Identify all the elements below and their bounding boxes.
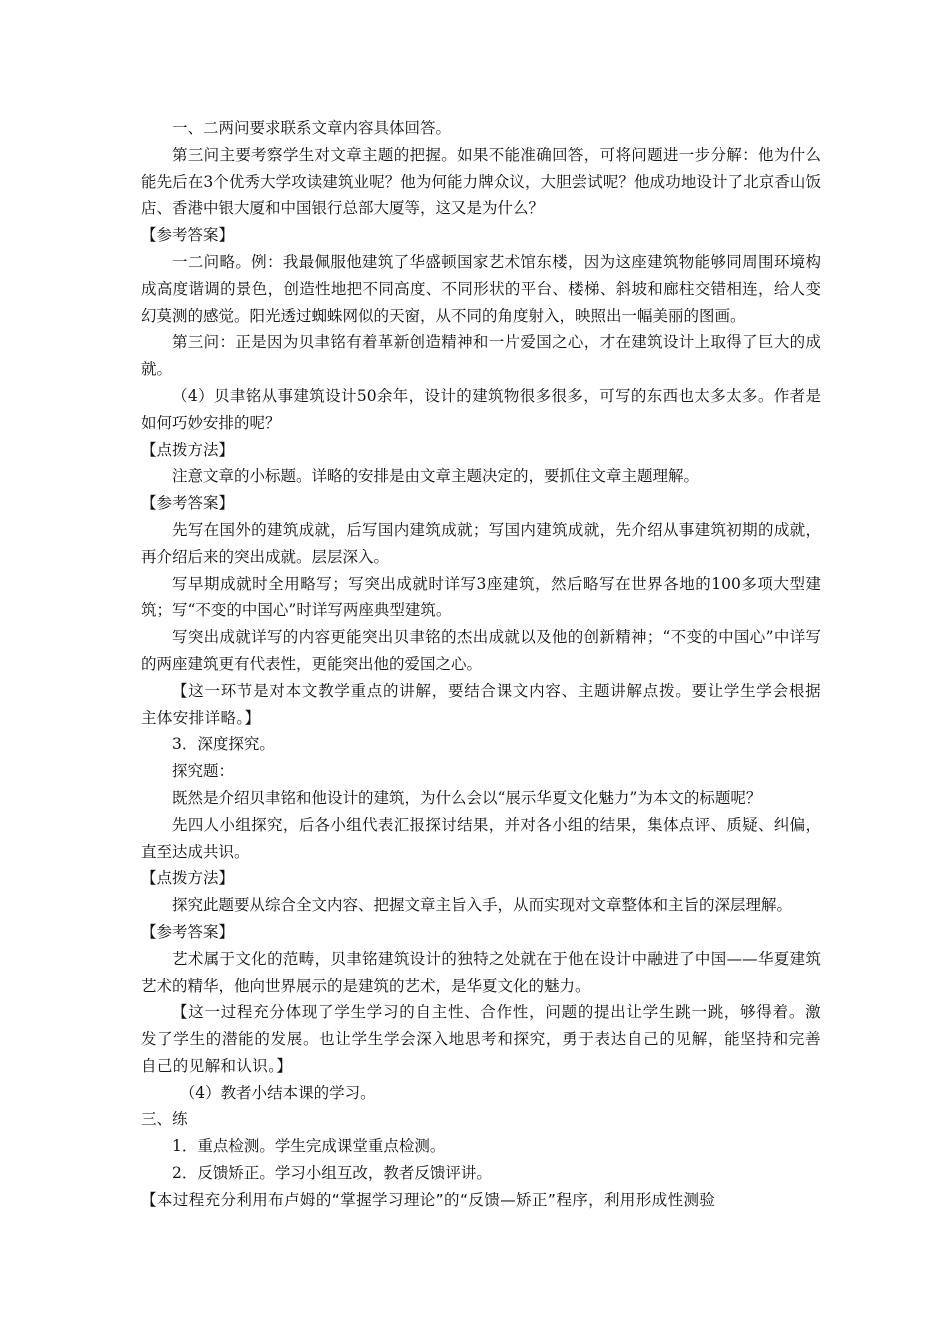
paragraph: 写早期成就时全用略写；写突出成就时详写3座建筑，然后略写在世界各地的100多项大型建筑；写“不变的中国心”时详写两座典型建筑。 [141,574,821,620]
paragraph: 2．反馈矫正。学习小组互改，教者反馈评讲。 [172,1164,492,1183]
paragraph: （4）贝聿铭从事建筑设计50余年，设计的建筑物很多很多，可写的东西也太多太多。作者是如何巧妙安排的呢？ [141,386,821,432]
teaching-note: 【本过程充分利用布卢姆的“掌握学习理论”的“反馈—矫正”程序，利用形成性测验 [141,1190,716,1209]
paragraph: 3．深度探究。 [172,735,275,754]
paragraph: 第三问主要考察学生对文章主题的把握。如果不能准确回答，可将问题进一步分解：他为什么能先后在3个优秀大学攻读建筑业呢？他为何能力牌众议，大胆尝试呢？他成功地设计了北京香山饭店、香港中银大厦和中国银行总部大厦等，这又是为什么？ [141,145,821,218]
teaching-note: 【这一过程充分体现了学生学习的自主性、合作性，问题的提出让学生跳一跳，够得着。激发了学生的潜能的发展。也让学生学会深入地思考和探究，勇于表达自己的见解，能坚持和完善自己的见解和认识。】 [141,1003,821,1075]
paragraph: 写突出成就详写的内容更能突出贝聿铭的杰出成就以及他的创新精神；“不变的中国心”中详写的两座建筑更有代表性，更能突出他的爱国之心。 [141,628,821,673]
paragraph: 第三问：正是因为贝聿铭有着革新创造精神和一片爱国之心，才在建筑设计上取得了巨大的成就。 [141,333,821,379]
document-body [141,115,821,1214]
paragraph: 一二问略。例：我最佩服他建筑了华盛顿国家艺术馆东楼，因为这座建筑物能够同周围环境构成高度谐调的景色，创造性地把不同高度、不同形状的平台、楼梯、斜坡和廊柱交错相连，给人变幻莫测的感觉。阳光透过蜘蛛网似的天窗，从不同的角度射入，映照出一幅美丽的图画。 [141,252,821,325]
paragraph: 1．重点检测。学生完成课堂重点检测。 [172,1137,446,1156]
section-heading-practice: 三、练 [141,1110,188,1129]
section-label-method: 【点拨方法】 [141,869,235,888]
paragraph: 探究此题要从综合全文内容、把握文章主旨入手，从而实现对文章整体和主旨的深层理解。 [172,896,793,915]
paragraph: （4）教者小结本课的学习。 [179,1083,376,1102]
paragraph: 先四人小组探究，后各小组代表汇报探讨结果，并对各小组的结果，集体点评、质疑、纠偏，直至达成共识。 [141,815,821,861]
section-label-reference-answer: 【参考答案】 [141,494,235,513]
teaching-note: 【这一环节是对本文教学重点的讲解，要结合课文内容、主题讲解点拨。要让学生学会根据主体安排详略。】 [141,681,821,727]
paragraph: 探究题： [172,762,235,781]
paragraph: 既然是介绍贝聿铭和他设计的建筑，为什么会以“展示华夏文化魅力”为本文的标题呢？ [172,788,762,807]
paragraph: 一、二两问要求联系文章内容具体回答。 [172,119,452,137]
paragraph: 注意文章的小标题。详略的安排是由文章主题决定的，要抓住文章主题理解。 [172,467,700,486]
section-label-reference-answer: 【参考答案】 [141,226,235,245]
section-label-reference-answer: 【参考答案】 [141,922,235,941]
paragraph: 先写在国外的建筑成就，后写国内建筑成就；写国内建筑成就，先介绍从事建筑初期的成就，再介绍后来的突出成就。层层深入。 [141,520,821,566]
section-label-method: 【点拨方法】 [141,440,235,459]
paragraph: 艺术属于文化的范畴，贝聿铭建筑设计的独特之处就在于他在设计中融进了中国——华夏建筑艺术的精华，他向世界展示的是建筑的艺术，是华夏文化的魅力。 [141,949,821,995]
